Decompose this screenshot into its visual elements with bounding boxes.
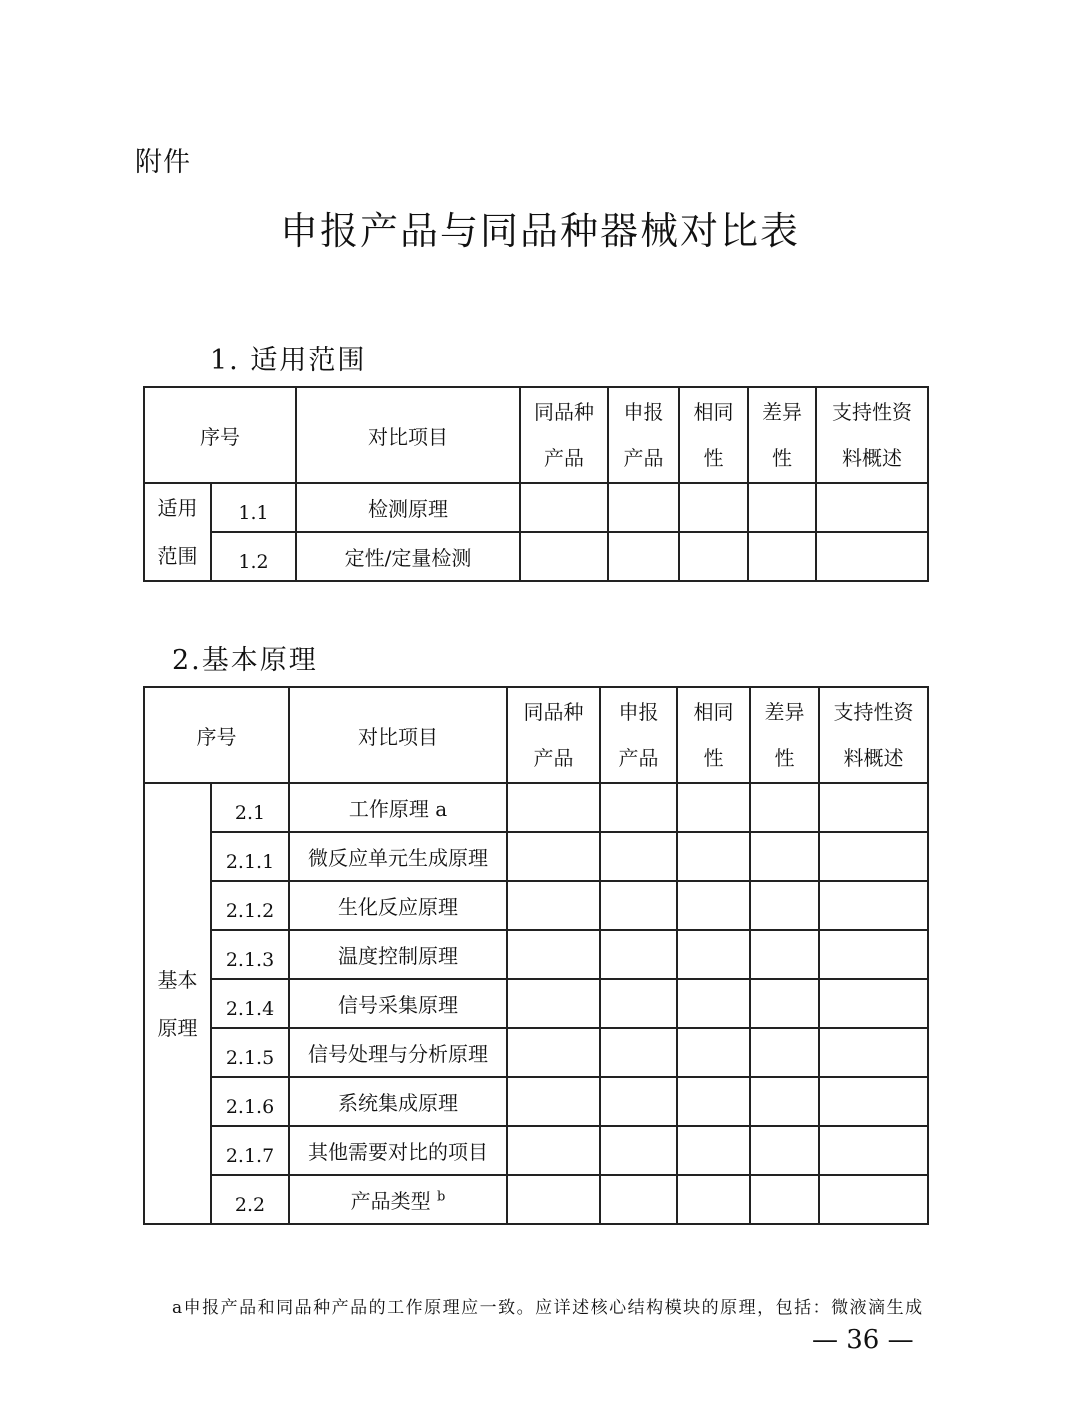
- cell-same-product[interactable]: [507, 783, 600, 832]
- row-number: 2.1: [211, 783, 289, 832]
- row-number: 2.1.2: [211, 881, 289, 930]
- cell-declared-product[interactable]: [600, 1126, 677, 1175]
- table-row: [144, 1175, 928, 1224]
- cell-declared-product[interactable]: [600, 979, 677, 1028]
- cell-declared-product[interactable]: [600, 783, 677, 832]
- cell-difference[interactable]: [750, 1077, 819, 1126]
- table-row: [144, 881, 928, 930]
- cell-declared-product[interactable]: [600, 881, 677, 930]
- header-item: 对比项目: [296, 387, 520, 483]
- header-same-product: 同品种 产品: [507, 687, 600, 783]
- cell-difference[interactable]: [750, 979, 819, 1028]
- footnote: a申报产品和同品种产品的工作原理应一致。应详述核心结构模块的原理，包括：微液滴生成: [172, 1298, 924, 1318]
- header-support-summary: 支持性资 料概述: [816, 387, 928, 483]
- row-number: 2.1.1: [211, 832, 289, 881]
- row-item-text: 产品类型: [350, 1189, 431, 1213]
- row-number: 2.1.6: [211, 1077, 289, 1126]
- cell-same-product[interactable]: [520, 532, 608, 581]
- cell-support-summary[interactable]: [819, 1126, 928, 1175]
- cell-difference[interactable]: [750, 1175, 819, 1224]
- row-number: 2.1.7: [211, 1126, 289, 1175]
- cell-support-summary[interactable]: [819, 881, 928, 930]
- cell-identical[interactable]: [677, 783, 750, 832]
- cell-declared-product[interactable]: [600, 1175, 677, 1224]
- cell-same-product[interactable]: [507, 1028, 600, 1077]
- table-row: [144, 783, 928, 832]
- cell-identical[interactable]: [677, 930, 750, 979]
- cell-support-summary[interactable]: [819, 1028, 928, 1077]
- table-row: [144, 1077, 928, 1126]
- header-declared-product: 申报 产品: [600, 687, 677, 783]
- cell-identical[interactable]: [679, 532, 748, 581]
- header-declared-product: 申报 产品: [608, 387, 679, 483]
- cell-support-summary[interactable]: [819, 1077, 928, 1126]
- row-item: 工作原理 a: [289, 783, 507, 832]
- row-item: 温度控制原理: [289, 930, 507, 979]
- cell-support-summary[interactable]: [819, 832, 928, 881]
- row-number: 2.1.5: [211, 1028, 289, 1077]
- table-header-row: [144, 687, 928, 783]
- cell-same-product[interactable]: [507, 979, 600, 1028]
- row-item: 生化反应原理: [289, 881, 507, 930]
- row-item: 信号处理与分析原理: [289, 1028, 507, 1077]
- cell-support-summary[interactable]: [819, 930, 928, 979]
- cell-difference[interactable]: [750, 930, 819, 979]
- cell-same-product[interactable]: [507, 1175, 600, 1224]
- row-number: 2.2: [211, 1175, 289, 1224]
- header-difference: 差异 性: [748, 387, 816, 483]
- cell-support-summary[interactable]: [819, 783, 928, 832]
- cell-support-summary[interactable]: [819, 1175, 928, 1224]
- page-number: — 36 —: [812, 1325, 914, 1355]
- table-row: [144, 1126, 928, 1175]
- row-number: 1.1: [211, 483, 296, 532]
- row-item: 定性/定量检测: [296, 532, 520, 581]
- cell-declared-product[interactable]: [600, 930, 677, 979]
- cell-difference[interactable]: [750, 1028, 819, 1077]
- row-item: [289, 1175, 507, 1224]
- cell-identical[interactable]: [677, 881, 750, 930]
- header-difference: 差异 性: [750, 687, 819, 783]
- principle-comparison-table: [143, 686, 929, 1225]
- row-number: 1.2: [211, 532, 296, 581]
- header-support-summary: 支持性资 料概述: [819, 687, 928, 783]
- cell-support-summary[interactable]: [819, 979, 928, 1028]
- cell-same-product[interactable]: [507, 881, 600, 930]
- table-row: [144, 532, 928, 581]
- row-item: 系统集成原理: [289, 1077, 507, 1126]
- cell-declared-product[interactable]: [608, 483, 679, 532]
- cell-identical[interactable]: [677, 1077, 750, 1126]
- row-item: 其他需要对比的项目: [289, 1126, 507, 1175]
- table-row: [144, 930, 928, 979]
- table-row: [144, 483, 928, 532]
- cell-identical[interactable]: [677, 1028, 750, 1077]
- cell-declared-product[interactable]: [600, 1028, 677, 1077]
- cell-support-summary[interactable]: [816, 483, 928, 532]
- row-item: 检测原理: [296, 483, 520, 532]
- cell-difference[interactable]: [748, 483, 816, 532]
- row-number: 2.1.3: [211, 930, 289, 979]
- header-seq: 序号: [144, 687, 289, 783]
- group-label: 适用 范围: [144, 483, 211, 581]
- cell-difference[interactable]: [750, 783, 819, 832]
- header-identical: 相同 性: [679, 387, 748, 483]
- cell-same-product[interactable]: [507, 1077, 600, 1126]
- cell-same-product[interactable]: [507, 1126, 600, 1175]
- cell-declared-product[interactable]: [600, 832, 677, 881]
- group-label: 基本 原理: [144, 783, 211, 1224]
- attachment-label: 附件: [135, 147, 191, 178]
- table-header-row: [144, 387, 928, 483]
- document-title: 申报产品与同品种器械对比表: [279, 209, 800, 253]
- cell-identical[interactable]: [677, 979, 750, 1028]
- cell-difference[interactable]: [750, 881, 819, 930]
- row-item: 微反应单元生成原理: [289, 832, 507, 881]
- cell-same-product[interactable]: [507, 832, 600, 881]
- cell-declared-product[interactable]: [608, 532, 679, 581]
- cell-difference[interactable]: [750, 1126, 819, 1175]
- cell-same-product[interactable]: [520, 483, 608, 532]
- table-row: [144, 832, 928, 881]
- cell-difference[interactable]: [748, 532, 816, 581]
- cell-identical[interactable]: [677, 1175, 750, 1224]
- row-number: 2.1.4: [211, 979, 289, 1028]
- header-same-product: 同品种 产品: [520, 387, 608, 483]
- cell-identical[interactable]: [677, 832, 750, 881]
- header-item: 对比项目: [289, 687, 507, 783]
- footnote-marker: b: [437, 1189, 446, 1205]
- cell-support-summary[interactable]: [816, 532, 928, 581]
- scope-comparison-table: [143, 386, 929, 582]
- cell-same-product[interactable]: [507, 930, 600, 979]
- section-2-heading: 2.基本原理: [172, 645, 318, 676]
- section-1-heading: 1. 适用范围: [210, 345, 367, 376]
- table-row: [144, 1028, 928, 1077]
- cell-identical[interactable]: [677, 1126, 750, 1175]
- row-item: 信号采集原理: [289, 979, 507, 1028]
- header-seq: 序号: [144, 387, 296, 483]
- header-identical: 相同 性: [677, 687, 750, 783]
- cell-declared-product[interactable]: [600, 1077, 677, 1126]
- cell-difference[interactable]: [750, 832, 819, 881]
- cell-identical[interactable]: [679, 483, 748, 532]
- table-row: [144, 979, 928, 1028]
